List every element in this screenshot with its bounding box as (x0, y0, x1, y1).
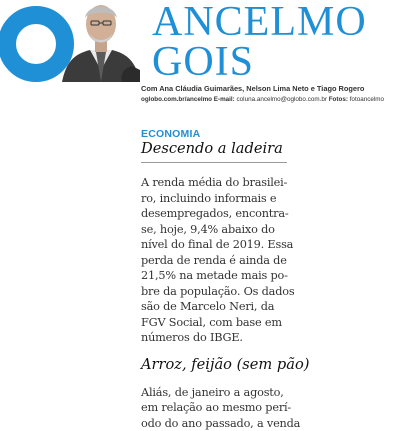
body-line: 21,5% na metade mais po- (141, 268, 291, 284)
column-contact (141, 96, 400, 103)
headline: Descendo a ladeira (141, 140, 291, 158)
body-line: perda de renda é ainda de (141, 253, 291, 269)
email-label: E-mail: (214, 96, 235, 103)
body-line: FGV Social, com base em (141, 315, 291, 331)
body-line: nível do final de 2019. Essa (141, 237, 291, 253)
body-line: desempregados, encontra- (141, 206, 291, 222)
body-line: em relação ao mesmo perí- (141, 400, 291, 416)
body-line: A renda média do brasilei- (141, 175, 291, 191)
column-title-line-1: ANCELMO (152, 2, 400, 42)
article-body-2 (141, 385, 291, 431)
photos-label: Fotos: (329, 96, 348, 103)
body-line: odo do ano passado, a venda (141, 416, 291, 431)
article-body (141, 175, 291, 346)
body-line: ro, incluindo informais e (141, 191, 291, 207)
article (141, 128, 291, 431)
site-link[interactable]: oglobo.com.br/ancelmo (141, 96, 212, 103)
subheadline: Arroz, feijão (sem pão) (141, 356, 291, 374)
column-credits: Com Ana Cláudia Guimarães, Nelson Lima Neto e Tiago Rogero (141, 84, 400, 93)
headline-divider (141, 162, 287, 163)
body-line: bre da população. Os dados (141, 284, 291, 300)
column-title-line-2: GOIS (152, 42, 400, 82)
photos-value: fotoancelmo (350, 96, 384, 103)
body-line: Aliás, de janeiro a agosto, (141, 385, 291, 401)
column-title (152, 2, 400, 82)
email-link[interactable]: coluna.ancelmo@oglobo.com.br (237, 96, 327, 103)
column-header (0, 0, 400, 125)
body-line: se, hoje, 9,4% abaixo do (141, 222, 291, 238)
body-line: números do IBGE. (141, 330, 291, 346)
columnist-photo (60, 0, 140, 82)
body-line: são de Marcelo Neri, da (141, 299, 291, 315)
section-label: ECONOMIA (141, 128, 291, 140)
